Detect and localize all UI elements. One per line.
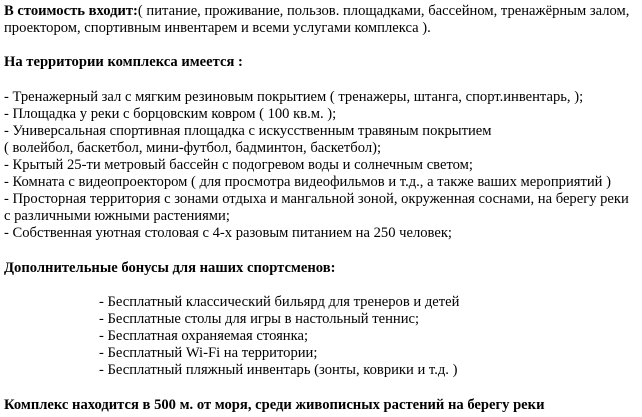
cost-includes-line-1 xyxy=(4,3,629,20)
territory-line-2: - Площадка у реки с борцовским ковром ( 100 кв.м. ); xyxy=(4,106,337,122)
territory-heading: На территории комплекса имеется : xyxy=(4,54,243,70)
territory-line-1: - Тренажерный зал с мягким резиновым покрытием ( тренажеры, штанга, спорт.инвентарь, ); xyxy=(4,89,584,105)
territory-line-9: - Собственная уютная столовая с 4-х разовым питанием на 250 человек; xyxy=(4,225,452,241)
territory-line-8: с различными южными растениями; xyxy=(4,208,230,224)
bonus-item-2: - Бесплатные столы для игры в настольный теннис; xyxy=(99,311,420,327)
bonus-item-1: - Бесплатный классический бильярд для тренеров и детей xyxy=(99,294,460,310)
bonuses-heading: Дополнительные бонусы для наших спортсменов: xyxy=(4,260,336,276)
territory-line-6: - Комната с видеопроектором ( для просмотра видеофильмов и т.д., а также ваших мероприятий ) xyxy=(4,174,611,190)
territory-line-7: - Просторная территория с зонами отдыха и мангальной зоной, окруженная соснами, на берегу реки xyxy=(4,191,629,207)
bonus-item-4: - Бесплатный Wi-Fi на территории; xyxy=(99,345,318,361)
bonus-item-5: - Бесплатный пляжный инвентарь (зонты, коврики и т.д. ) xyxy=(99,362,458,378)
cost-includes-line-2: проектором, спортивным инвентарем и всеми услугами комплекса ). xyxy=(4,20,431,36)
territory-line-5: - Крытый 25-ти метровый бассейн с подогревом воды и солнечным светом; xyxy=(4,157,473,173)
cost-includes-text-1: ( питание, проживание, пользов. площадками, бассейном, тренажёрным залом, xyxy=(137,3,630,19)
cost-includes-label: В стоимость входит: xyxy=(4,3,138,19)
footer-location-text: Комплекс находится в 500 м. от моря, среди живописных растений на берегу реки xyxy=(4,397,545,413)
bonus-item-3: - Бесплатная охраняемая стоянка; xyxy=(99,328,309,344)
territory-line-4: ( волейбол, баскетбол, мини-футбол, бадминтон, баскетбол); xyxy=(4,140,382,156)
territory-line-3: - Универсальная спортивная площадка с искусственным травяным покрытием xyxy=(4,123,492,139)
